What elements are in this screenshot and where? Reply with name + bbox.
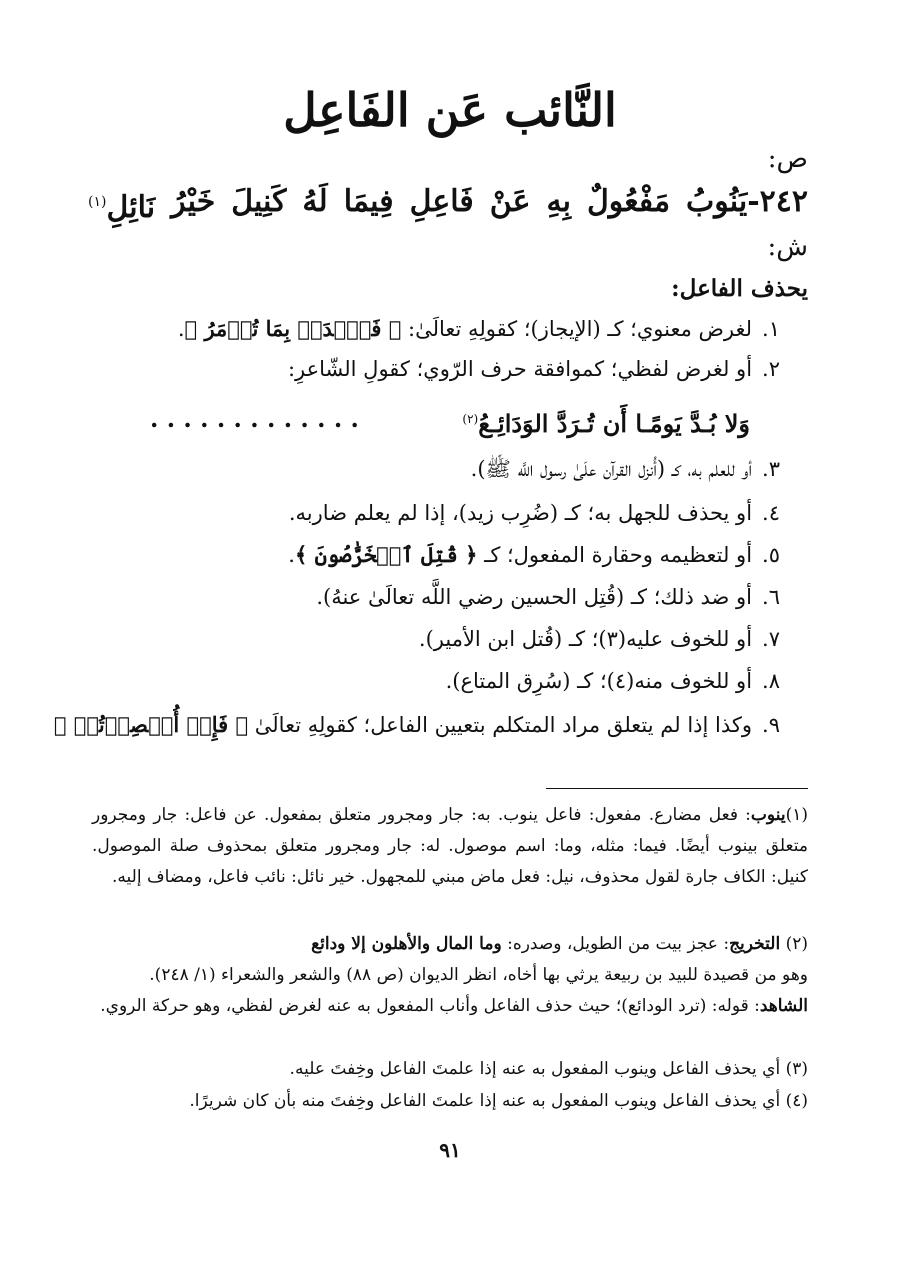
- list-item: ٧.أو للخوف عليه(٣)؛ كـ (قُتل ابن الأمير).: [418, 627, 780, 651]
- footnote-1: (١)ينوب: فعل مضارع. مفعول: فاعل ينوب. به: جار ومجرور متعلق بمفعول. عن فاعل: جار ومجرور متعلق بينوب أيضًا. فيما: مثله، وما: اسم موصول. له: جار ومجرور متعلق بمحذوف صلة الموصول. كنيل: الكاف جارة لقول محذوف، نيل: فعل ماض مبني للمجهول. خير نائل: نائب فاعل، ومضاف إليه.: [92, 805, 808, 887]
- footnote-mark: (١): [88, 194, 107, 210]
- poem-dots: . . . . . . . . . . . . .: [150, 404, 359, 433]
- quran-quote: ﴿ قُتِلَ ٱلۡخَرَّٰصُونَ ﴾: [294, 542, 478, 567]
- verse-word: بِهِ: [546, 184, 571, 219]
- verse-word: ٢٤٢-يَنُوبُ: [686, 184, 808, 219]
- footnote-3: (٣) أي يحذف الفاعل وينوب المفعول به عنه إذا علمتَ الفاعل وخِفتَ عليه.: [289, 1059, 808, 1079]
- footnote-4: (٤) أي يحذف الفاعل وينوب المفعول به عنه إذا علمتَ الفاعل وخِفتَ منه بأن كان شريرًا.: [189, 1091, 808, 1111]
- verse-word: نَائِلِ$^{(١)}$: [88, 190, 156, 225]
- list-item: ٢.أو لغرض لفظي؛ كموافقة حرف الرّوي؛ كقولِ الشّاعرِ:: [287, 357, 780, 381]
- quran-quote: ﴿ فَإِنۡ أُحۡصِرۡتُمۡ ﴾: [53, 712, 249, 737]
- verse-word: فَاعِلِ: [409, 184, 474, 219]
- list-item: ١.لغرض معنوي؛ كـ (الإيجاز)؛ كقولِهِ تعالَىٰ: ﴿ فَٱصۡدَعۡ بِمَا تُؤۡمَرُ ﴾.: [177, 316, 780, 341]
- chapter-title: النَّائب عَن الفَاعِل: [283, 83, 617, 137]
- footnote-mark: (٢): [462, 412, 479, 426]
- quran-quote: ﴿ فَٱصۡدَعۡ بِمَا تُؤۡمَرُ ﴾: [184, 316, 402, 341]
- poem-text: وَلا بُـدَّ يَومًـا أَن تُـرَدَّ الوَدَائِـعُ$^{(٢)}$: [462, 409, 750, 438]
- verse-word: خَيْرُ: [171, 184, 216, 219]
- verse-line: [88, 180, 808, 230]
- list-item: ٨.أو للخوف منه(٤)؛ كـ (سُرِق المتاع).: [445, 669, 780, 693]
- verse-word: لَهُ: [302, 184, 328, 219]
- poem-line: [150, 400, 750, 443]
- verse-word: عَنْ: [489, 184, 531, 219]
- footnote-2: (٢) التخريج: عجز بيت من الطويل، وصدره: وما المال والأهلون إلا ودائع وهو من قصيدة للبيد بن ربيعة يرثي بها أخاه، انظر الديوان (ص ٨٨) والشعر والشعراء (١/ ٢٤٨). الشاهد: قوله: (ترد الودائع)؛ حيث حذف الفاعل وأناب المفعول به عنه لغرض لفظي، وهو حركة الروي.: [100, 934, 808, 1016]
- sad-marker: ص:: [767, 144, 808, 174]
- list-item: ٦.أو ضد ذلك؛ كـ (قُتِل الحسين رضي اللَّه تعالَىٰ عنهُ).: [316, 585, 780, 609]
- list-item: ٤.أو يحذف للجهل به؛ كـ (ضُرِب زيد)، إذا لم يعلم ضاربه.: [288, 501, 780, 525]
- list-item: ٥.أو لتعظيمه وحقارة المفعول؛ كـ ﴿ قُتِلَ ٱلۡخَرَّٰصُونَ ﴾.: [288, 542, 780, 567]
- list-item: ٩.وكذا إذا لم يتعلق مراد المتكلم بتعيين الفاعل؛ كقولِهِ تعالَىٰ ﴿ فَإِنۡ أُحۡصِرۡتُمۡ ﴾: [53, 712, 780, 737]
- verse-word: فِيمَا: [343, 184, 394, 219]
- footnote-separator: [546, 788, 808, 789]
- page-number: ٩١: [439, 1138, 461, 1162]
- verse-word: مَفْعُولٌ: [587, 184, 671, 219]
- list-item: ٣.أو للعلم به، كـ (أُنزل القرآن علَىٰ رسول اللَّه ﷺ).: [470, 457, 780, 481]
- verse-word: كَنِيلَ: [231, 184, 287, 219]
- shin-marker: ش:: [767, 232, 808, 262]
- intro-line: يحذف الفاعل:: [671, 275, 808, 302]
